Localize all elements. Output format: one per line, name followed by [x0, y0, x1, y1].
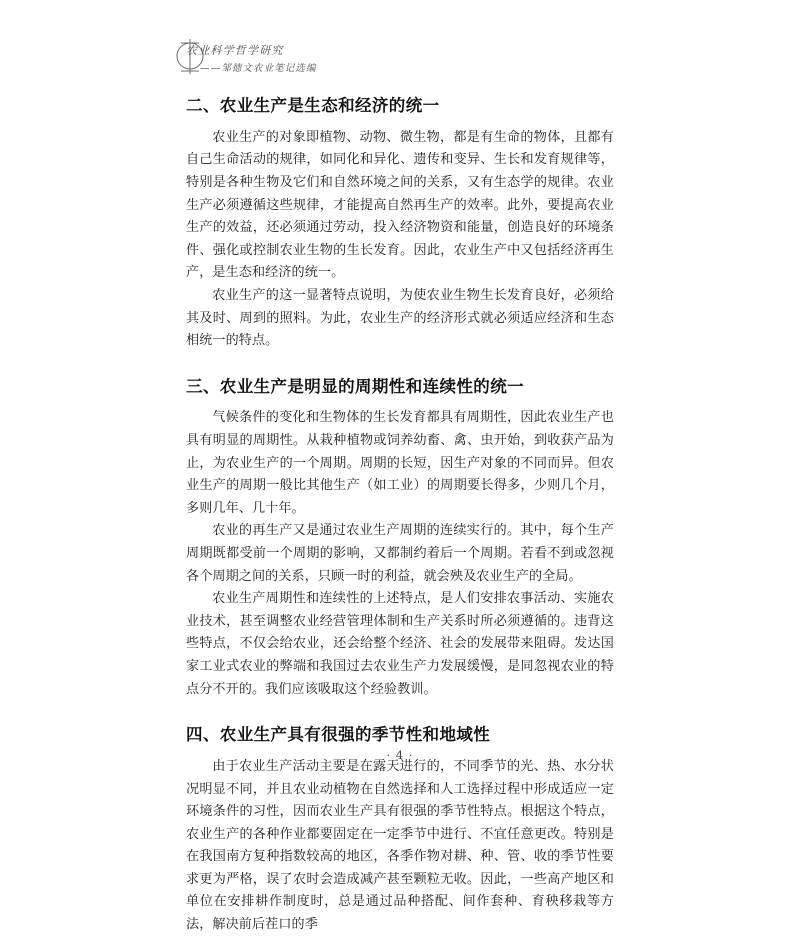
text-column	[186, 94, 614, 937]
section-heading-three: 三、农业生产是明显的周期性和连续性的统一	[186, 376, 524, 396]
paragraph: 农业的再生产又是通过农业生产周期的连续实行的。其中，每个生产周期既都受前一个周期的影响，又都制约着后一个周期。若看不到或忽视各个周期之间的关系，只顾一时的利益，就会殃及农业生产的全局。	[186, 523, 614, 584]
paragraph: 气候条件的变化和生物体的生长发育都具有周期性，因此农业生产也具有明显的周期性。从栽种植物或饲养幼畜、禽、虫开始，到收获产品为止，为农业生产的一个周期。周期的长短，因生产对象的不同而异。但农业生产的周期一般比其他生产（如工业）的周期要长得多，少则几个月，多则几年、几十年。	[186, 410, 614, 516]
section-heading-four: 四、农业生产具有很强的季节性和地域性	[186, 725, 491, 745]
section-three-block	[186, 375, 614, 400]
header-subtitle: ——邹德文农业笔记选编	[200, 62, 317, 74]
section-two-block	[186, 94, 614, 119]
paragraph: 由于农业生产活动主要是在露天进行的，不同季节的光、热、水分状况明显不同，并且农业动植物在自然选择和人工选择过程中形成适应一定环境条件的习性，因而农业生产具有很强的季节性特点。根据这个特点，农业生产的各种作业都要固定在一定季节中进行、不宜任意更改。特别是在我国南方复种指数较高的地区，各季作物对耕、种、管、收的季节性要求更为严格，误了农时会造成减产甚至颗粒无收。因此，一些高产地区和单位在安排耕作制度时，总是通过品种搭配、间作套种、育秧移栽等方法，解决前后茬口的季	[186, 758, 614, 933]
paragraph: 农业生产的这一显著特点说明，为使农业生物生长发育良好，必须给其及时、周到的照料。为此，农业生产的经济形式就必须适应经济和生态相统一的特点。	[186, 287, 614, 349]
section-four-block	[186, 723, 614, 748]
page-number: · 4 ·	[386, 748, 414, 762]
running-header	[186, 44, 317, 75]
header-title: 农业科学哲学研究	[186, 44, 284, 57]
paragraph: 农业生产的对象即植物、动物、微生物，都是有生命的物体，且都有自己生命活动的规律，如同化和异化、遗传和变异、生长和发育规律等，特别是各种生物及它们和自然环境之间的关系，又有生态学的规律。农业生产必须遵循这些规律，才能提高自然再生产的效率。此外，要提高农业生产的效益，还必须通过劳动，投入经济物资和能量，创造良好的环境条件、强化或控制农业生物的生长发育。因此，农业生产中又包括经济再生产，是生态和经济的统一。	[186, 129, 614, 281]
section-heading-two: 二、农业生产是生态和经济的统一	[186, 96, 440, 115]
paragraph: 农业生产周期性和连续性的上述特点，是人们安排农事活动、实施农业技术，甚至调整农业经营管理体制和生产关系时所必须遵循的。违背这些特点，不仅会给农业，还会给整个经济、社会的发展带来阻碍。发达国家工业式农业的弊端和我国过去农业生产力发展缓慢，是同忽视农业的特点分不开的。我们应该吸取这个经验教训。	[186, 591, 614, 697]
